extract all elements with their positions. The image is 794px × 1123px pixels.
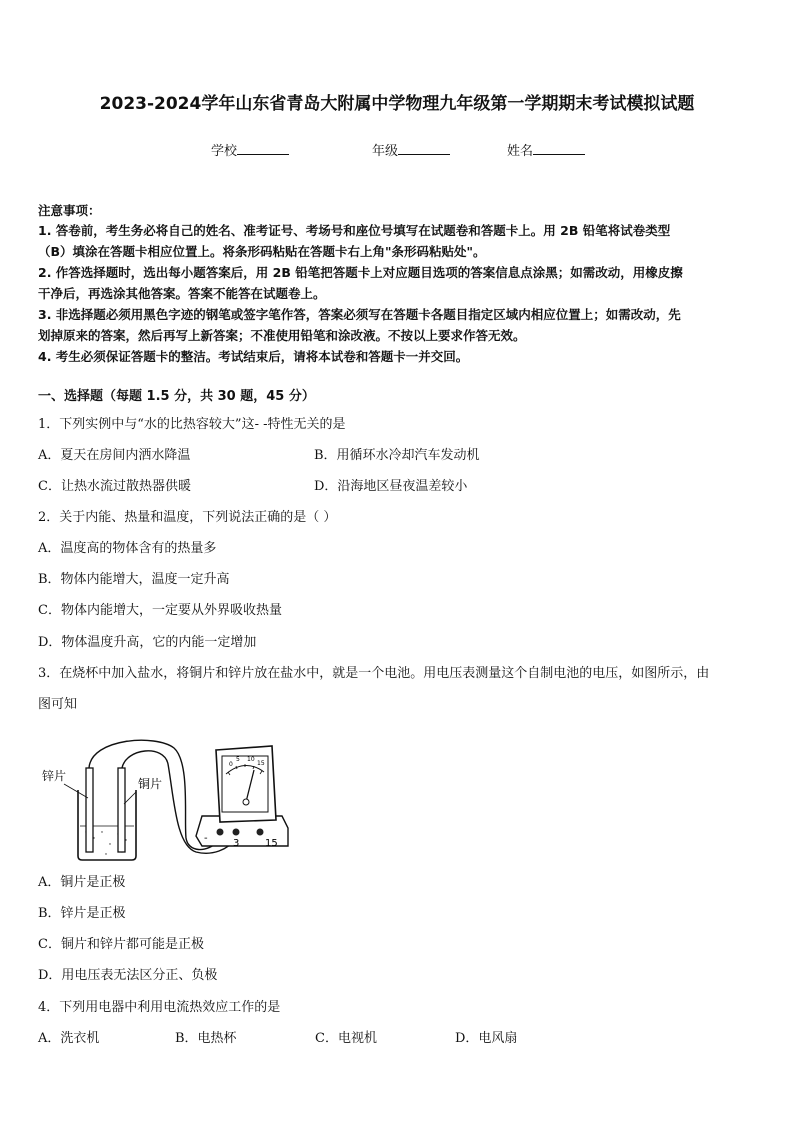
zinc-pointer [64,784,88,798]
question-4-stem: 4．下列用电器中利用电流热效应工作的是 [38,1000,281,1015]
question-1-stem: 1．下列实例中与“水的比热容较大”这- -特性无关的是 [38,417,346,432]
question-3-option-b[interactable]: B．锌片是正极 [38,906,126,921]
note-line: （B）填涂在答题卡相应位置上。将条形码粘贴在答题卡右上角"条形码粘贴处"。 [38,244,486,259]
question-1-option-a[interactable]: A．夏天在房间内洒水降温 [38,448,191,463]
dial-label-10: 10 [247,756,255,763]
question-3-option-a[interactable]: A．铜片是正极 [38,875,126,890]
terminal-15 [257,829,264,836]
notes-heading: 注意事项： [38,203,101,218]
note-line: 4. 考生必须保证答题卡的整洁。考试结束后，请将本试卷和答题卡一并交回。 [38,349,469,364]
note-line: 1. 答卷前，考生务必将自己的姓名、准考证号、考场号和座位号填写在试题卷和答题卡上。用 2B 铅笔将试卷类型 [38,223,671,238]
question-1-option-d[interactable]: D．沿海地区昼夜温差较小 [314,479,468,494]
needle-pivot [243,799,249,805]
dial-label-0: 0 [229,761,233,768]
terminal-3 [233,829,240,836]
note-line: 干净后，再选涂其他答案。答案不能答在试题卷上。 [38,286,326,301]
note-line: 2. 作答选择题时，选出每小题答案后，用 2B 铅笔把答题卡上对应题目选项的答案信息点涂黑；如需改动，用橡皮擦 [38,265,683,280]
question-4-option-b[interactable]: B．电热杯 [175,1031,237,1046]
note-line: 划掉原来的答案，然后再写上新答案；不准使用铅笔和涂改液。不按以上要求作答无效。 [38,328,526,343]
terminal-negative [217,829,224,836]
question-4-option-a[interactable]: A．洗衣机 [38,1031,100,1046]
question-1-option-b[interactable]: B．用循环水冷却汽车发动机 [314,448,480,463]
question-3-stem: 3．在烧杯中加入盐水，将铜片和锌片放在盐水中，就是一个电池。用电压表测量这个自制电池的电压，如图所示，由 [38,666,710,681]
grade-field[interactable] [372,140,450,159]
question-4-option-d[interactable]: D．电风扇 [455,1031,518,1046]
dial-label-5: 5 [236,756,240,763]
question-1-option-c[interactable]: C．让热水流过散热器供暖 [38,479,191,494]
copper-pointer [124,792,136,804]
page-title: 2023-2024学年山东省青岛大附属中学物理九年级第一学期期末考试模拟试题 [99,94,695,114]
section-heading: 一、选择题（每题 1.5 分，共 30 题，45 分） [38,389,315,404]
question-2-stem: 2．关于内能、热量和温度，下列说法正确的是（ ） [38,510,337,525]
name-label: 姓名 [507,144,534,159]
question-3-option-d[interactable]: D．用电压表无法区分正、负极 [38,968,218,983]
terminal-label-15: 15 [265,838,278,849]
school-label: 学校 [211,144,238,159]
name-field[interactable] [507,140,585,159]
dial-label-15: 15 [257,760,265,767]
question-3-stem-cont: 图可知 [38,697,78,712]
battery-voltmeter-figure [36,728,296,868]
zinc-plate [86,768,93,852]
question-2-option-a[interactable]: A．温度高的物体含有的热量多 [38,541,217,556]
copper-label: 铜片 [138,777,163,791]
school-blank[interactable] [237,142,289,155]
question-2-option-b[interactable]: B．物体内能增大，温度一定升高 [38,572,230,587]
school-field[interactable] [211,140,289,159]
question-2-option-c[interactable]: C．物体内能增大，一定要从外界吸收热量 [38,603,282,618]
copper-plate [118,768,125,852]
terminal-label-minus: - [204,833,208,844]
question-4-option-c[interactable]: C．电视机 [315,1031,377,1046]
grade-label: 年级 [372,144,399,159]
question-3-option-c[interactable]: C．铜片和锌片都可能是正极 [38,937,204,952]
question-2-option-d[interactable]: D．物体温度升高，它的内能一定增加 [38,635,257,650]
grade-blank[interactable] [398,142,450,155]
note-line: 3. 非选择题必须用黑色字迹的钢笔或签字笔作答，答案必须写在答题卡各题目指定区域内相应位置上；如需改动，先 [38,307,681,322]
zinc-label: 锌片 [42,769,67,783]
name-blank[interactable] [533,142,585,155]
terminal-label-3: 3 [233,838,240,849]
